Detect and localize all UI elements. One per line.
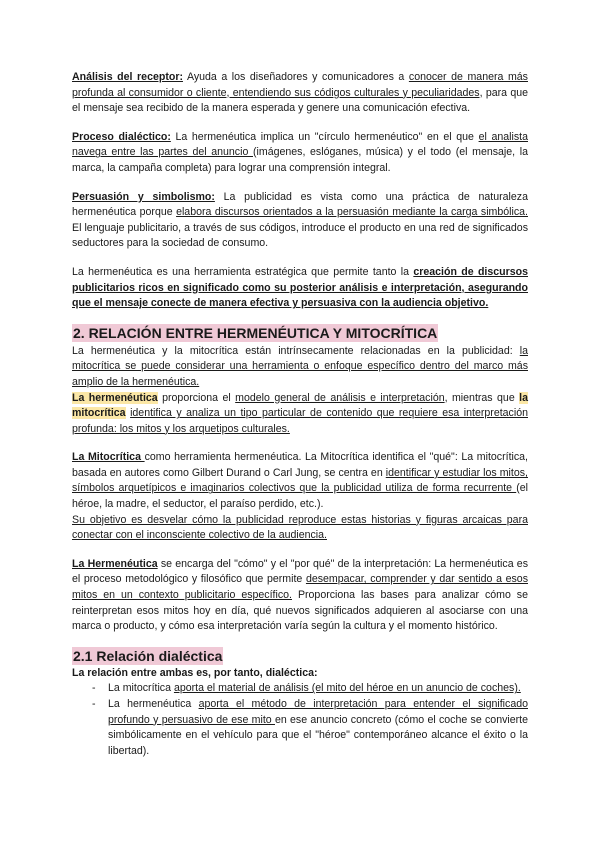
text: se encarga del "cómo" y el "por qué" de la interpretación: La hermenéutica es el proceso metodológico y filosófico que permite bbox=[72, 557, 528, 586]
underlined-text: elabora discursos orientados a la persuasión mediante la carga simbólica. bbox=[176, 206, 528, 219]
term-label: Persuasión y simbolismo: bbox=[72, 190, 215, 203]
paragraph-relation-intro bbox=[72, 344, 528, 391]
paragraph-hermeneutics-vs-mythcriticism bbox=[72, 391, 528, 438]
subsection-heading bbox=[72, 647, 528, 665]
paragraph-dialectic-process bbox=[72, 130, 528, 177]
paragraph-mythcriticism bbox=[72, 450, 528, 544]
text: Proporciona las bases para analizar cómo se reinterpretan esos mitos hoy en día, qué nuevos significados adquieren al asociarse con una marca o producto, y cómo esa interpretación varía según la cultura y el momento histórico. bbox=[72, 589, 528, 633]
text: en ese anuncio concreto (cómo el coche se convierte simbólicamente en el vehículo para que el "héroe" contemporáneo alcance el éxito o la libertad). bbox=[108, 713, 528, 757]
text: proporciona el bbox=[157, 391, 236, 404]
bullet-dash: - bbox=[92, 682, 96, 695]
paragraph-persuasion bbox=[72, 190, 528, 252]
underlined-text: identificar y estudiar los mitos, símbolos arquetípicos e imaginarios colectivos que la publicidad utiliza de forma recurrente bbox=[72, 466, 528, 495]
text: La publicidad es vista como una práctica de naturaleza hermenéutica porque bbox=[72, 190, 528, 219]
underlined-text: aporta el material de análisis (el mito del héroe en un anuncio de coches). bbox=[173, 682, 521, 695]
bold-underlined-text: creación de discursos publicitarios ricos en significado como su posterior análisis e interpretación, asegurando que el mensaje conecte de manera efectiva y persuasiva con la audiencia objetivo. bbox=[72, 265, 528, 310]
paragraph-summary bbox=[72, 265, 528, 312]
highlighted-term: La hermenéutica bbox=[72, 391, 158, 404]
text: para que el mensaje sea recibido de la manera esperada y genere una comunicación efectiva. bbox=[72, 86, 528, 115]
text: (imágenes, eslóganes, música) y el todo (el mensaje, la marca, la campaña completa) para lograr una comprensión integral. bbox=[72, 146, 528, 174]
term-label: Análisis del receptor: bbox=[72, 71, 183, 83]
term-label: Proceso dialéctico: bbox=[72, 130, 171, 143]
document-page bbox=[72, 70, 528, 759]
list-item bbox=[72, 681, 528, 697]
paragraph-hermeneutics bbox=[72, 557, 528, 635]
text: (el héroe, la madre, el seductor, el paraíso perdido, etc.). bbox=[72, 482, 528, 511]
text: La hermenéutica bbox=[108, 698, 199, 710]
section-heading-text: 2. RELACIÓN ENTRE HERMENÉUTICA Y MITOCRÍTICA bbox=[73, 324, 438, 341]
text: Ayuda a los diseñadores y comunicadores a bbox=[182, 71, 409, 83]
text: como herramienta hermenéutica. La Mitocrítica identifica el "qué": La mitocrítica, basada en autores como Gilbert Durand o Carl Jung, se centra en bbox=[72, 451, 528, 479]
text: El lenguaje publicitario, a través de sus códigos, introduce el producto en una red de significados seductores para la sociedad de consumo. bbox=[72, 221, 528, 250]
underlined-text: identifica y analiza un tipo particular de contenido que requiere esa interpretación profunda: los mitos y los arquetipos culturales. bbox=[72, 407, 528, 435]
underlined-text: el analista navega entre las partes del anuncio bbox=[72, 130, 528, 159]
paragraph-dialectic-intro: La relación entre ambas es, por tanto, dialéctica: bbox=[72, 666, 318, 679]
underlined-text: Su objetivo es desvelar cómo la publicidad reproduce estas historias y figuras arcaicas para conectar con el inconsciente colectivo de la audiencia. bbox=[72, 513, 528, 542]
text: La hermenéutica y la mitocrítica están intrínsecamente relacionadas en la publicidad: bbox=[72, 344, 520, 357]
term-label: La Mitocrítica bbox=[72, 451, 145, 464]
section-heading bbox=[72, 324, 528, 342]
text: La mitocrítica bbox=[108, 682, 174, 695]
text: , mientras que bbox=[444, 391, 520, 404]
underlined-text: modelo general de análisis e interpretación bbox=[235, 391, 445, 404]
underlined-text: conocer de manera más profunda al consumidor o cliente, entendiendo sus códigos culturales y peculiaridades, bbox=[72, 71, 528, 99]
text: La hermenéutica es una herramienta estratégica que permite tanto la bbox=[72, 265, 414, 278]
subsection-heading-text: 2.1 Relación dialéctica bbox=[73, 647, 223, 664]
underlined-text: desempacar, comprender y dar sentido a esos mitos en un contexto publicitario específico. bbox=[72, 573, 528, 602]
term-label: La Hermenéutica bbox=[72, 557, 158, 570]
highlighted-term: la mitocrítica bbox=[72, 391, 528, 420]
text: La hermenéutica implica un "círculo hermenéutico" en el que bbox=[170, 130, 479, 143]
underlined-text: aporta el método de interpretación para entender el significado profundo y persuasivo de ese mito bbox=[108, 698, 528, 726]
list-item bbox=[72, 697, 528, 759]
dialectic-list bbox=[72, 681, 528, 759]
underlined-text: la mitocrítica se puede considerar una herramienta o enfoque específico dentro del marco más amplio de la hermenéutica. bbox=[72, 344, 528, 388]
bullet-dash: - bbox=[92, 698, 96, 710]
paragraph-receptor-analysis bbox=[72, 70, 528, 117]
